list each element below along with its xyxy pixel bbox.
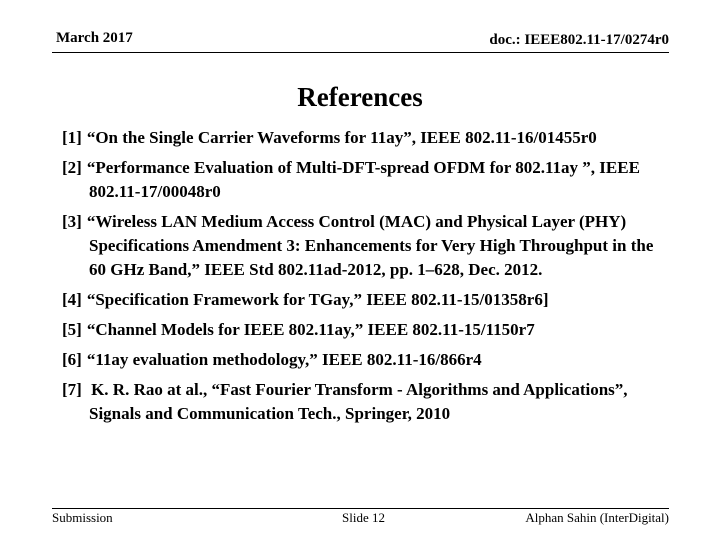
header-date: March 2017 [56, 30, 133, 46]
reference-item [62, 288, 662, 312]
reference-list [62, 126, 662, 432]
reference-number: [3] [62, 212, 82, 231]
reference-item [62, 378, 662, 426]
reference-text: “Specification Framework for TGay,” IEEE 802.11-15/01358r6] [86, 290, 549, 309]
reference-text: “11ay evaluation methodology,” IEEE 802.11-16/866r4 [86, 350, 482, 369]
reference-item [62, 318, 662, 342]
reference-item [62, 156, 662, 204]
footer-divider [52, 508, 669, 509]
footer-author: Alphan Sahin (InterDigital) [525, 510, 669, 525]
reference-number: [7] [62, 380, 82, 399]
slide-title: References [297, 82, 423, 112]
reference-text: “On the Single Carrier Waveforms for 11ay”, IEEE 802.11-16/01455r0 [86, 128, 597, 147]
header-doc-id: doc.: IEEE802.11-17/0274r0 [489, 32, 669, 48]
reference-text: K. R. Rao at al., “Fast Fourier Transform - Algorithms and Applications”, Signals and Communication Tech., Springer, 2010 [86, 380, 628, 423]
reference-item [62, 126, 662, 150]
reference-number: [6] [62, 350, 82, 369]
reference-item [62, 348, 662, 372]
footer-submission: Submission [52, 510, 113, 525]
reference-number: [2] [62, 158, 82, 177]
reference-number: [5] [62, 320, 82, 339]
footer-slide-number: Slide 12 [342, 510, 385, 525]
reference-text: “Wireless LAN Medium Access Control (MAC) and Physical Layer (PHY) Specifications Amendment 3: Enhancements for Very High Throughput in the 60 GHz Band,” IEEE Std 802.11ad-2012, pp. 1–628, Dec. 2012. [86, 212, 654, 279]
reference-number: [4] [62, 290, 82, 309]
reference-text: “Performance Evaluation of Multi-DFT-spread OFDM for 802.11ay ”, IEEE 802.11-17/00048r0 [86, 158, 640, 201]
reference-number: [1] [62, 128, 82, 147]
reference-item [62, 210, 662, 282]
header-divider [52, 52, 669, 53]
reference-text: “Channel Models for IEEE 802.11ay,” IEEE 802.11-15/1150r7 [86, 320, 535, 339]
